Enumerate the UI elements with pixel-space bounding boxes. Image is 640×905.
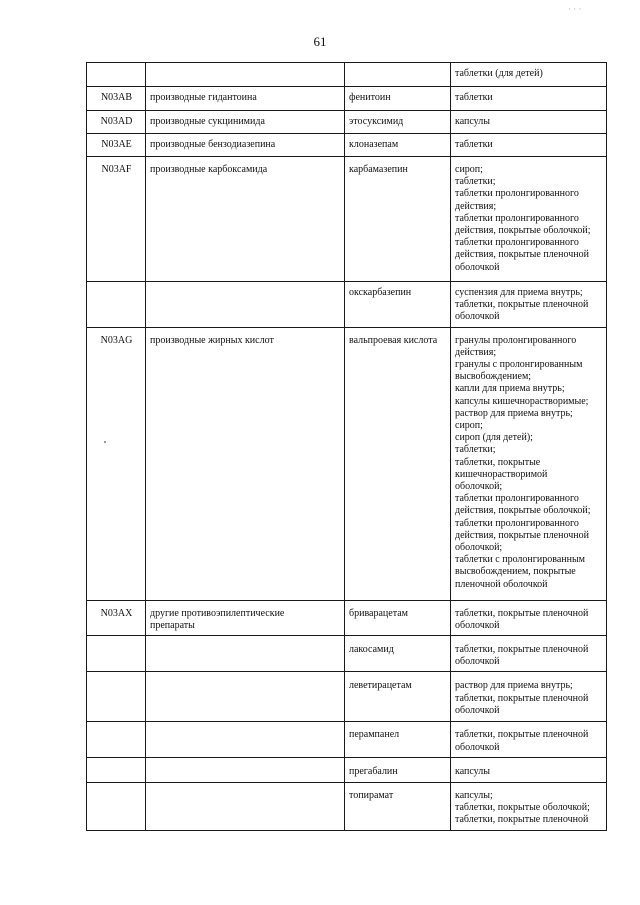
dosage-form-line: капсулы <box>455 766 490 778</box>
group-name-line: другие противоэпилептические <box>150 607 285 619</box>
drug-cell <box>345 782 451 830</box>
atc-code-cell <box>87 327 146 600</box>
dosage-form-line: действия, покрытые пленочной <box>455 249 589 261</box>
dosage-form-line: таблетки; <box>455 444 496 456</box>
group-cell <box>146 134 345 157</box>
drug-name: окскарбазепин <box>349 287 412 298</box>
dosage-form-line: оболочкой <box>455 704 500 716</box>
dosage-form-line: капсулы <box>455 116 490 127</box>
atc-code: N03AE <box>101 139 132 150</box>
drug-name: леветирацетам <box>349 680 412 692</box>
drug-cell <box>345 157 451 282</box>
dosage-form-line: оболочкой; <box>455 542 503 554</box>
group-cell <box>146 600 345 635</box>
table-row <box>87 722 607 758</box>
forms-cell <box>451 600 607 635</box>
dosage-form-line: действия, покрытые оболочкой; <box>455 225 591 237</box>
table-body <box>87 63 607 831</box>
table-row <box>87 782 607 830</box>
group-cell <box>146 63 345 87</box>
drug-cell <box>345 134 451 157</box>
atc-code-cell <box>87 111 146 134</box>
drug-cell <box>345 63 451 87</box>
group-cell <box>146 327 345 600</box>
group-cell <box>146 758 345 782</box>
dosage-form-line: капли для приема внутрь; <box>455 383 565 395</box>
forms-cell <box>451 63 607 87</box>
dosage-form-line: таблетки <box>455 139 493 150</box>
dosage-form-line: высвобождением, покрытые <box>455 566 576 578</box>
dosage-form-line: раствор для приема внутрь; <box>455 680 573 692</box>
dosage-form-line: оболочкой <box>455 311 500 323</box>
forms-cell <box>451 758 607 782</box>
dosage-form-line: таблетки пролонгированного <box>455 188 579 200</box>
drug-name: вальпроевая кислота <box>349 334 438 346</box>
dosage-form-line: таблетки, покрытые пленочной <box>455 814 589 826</box>
dosage-form-line: сироп (для детей); <box>455 432 533 444</box>
group-cell <box>146 782 345 830</box>
drug-name: прегабалин <box>349 766 398 778</box>
drug-cell <box>345 600 451 635</box>
drug-cell <box>345 87 451 111</box>
drug-name: карбамазепин <box>349 164 408 175</box>
dosage-form-line: гранулы пролонгированного <box>455 334 577 346</box>
dosage-form-line: таблетки, покрытые пленочной <box>455 692 589 704</box>
drug-name: бриварацетам <box>349 607 408 619</box>
table-row <box>87 758 607 782</box>
forms-cell <box>451 282 607 328</box>
table-row <box>87 636 607 672</box>
forms-cell <box>451 157 607 282</box>
table-row <box>87 327 607 600</box>
medication-table <box>86 62 607 831</box>
drug-cell <box>345 111 451 134</box>
forms-cell <box>451 672 607 722</box>
group-name-line: производные гидантоина <box>150 92 257 103</box>
drug-name: этосуксимид <box>349 116 404 127</box>
atc-code: N03AX <box>100 607 133 619</box>
forms-cell <box>451 87 607 111</box>
dosage-form-line: оболочкой; <box>455 481 503 493</box>
group-cell <box>146 282 345 328</box>
group-cell <box>146 722 345 758</box>
atc-code-cell <box>87 134 146 157</box>
dosage-form-line: таблетки, покрытые оболочкой; <box>455 801 590 813</box>
drug-name: топирамат <box>349 789 394 801</box>
atc-code: N03AD <box>100 116 133 127</box>
dosage-form-line: таблетки, покрытые пленочной <box>455 644 589 656</box>
dosage-form-line: сироп; <box>455 164 483 175</box>
dosage-form-line: оболочкой <box>455 656 500 668</box>
atc-code-cell <box>87 63 146 87</box>
group-cell <box>146 87 345 111</box>
dosage-form-line: таблетки, покрытые пленочной <box>455 299 589 311</box>
drug-name: лакосамид <box>349 644 394 656</box>
table-row <box>87 282 607 328</box>
dosage-form-line: таблетки, покрытые <box>455 456 541 468</box>
dosage-form-line: таблетки; <box>455 176 496 188</box>
dosage-form-line: действия, покрытые пленочной <box>455 529 589 541</box>
dosage-form-line: оболочкой <box>455 619 500 631</box>
drug-cell <box>345 327 451 600</box>
corner-mark: · · · <box>568 4 582 14</box>
dosage-form-line: таблетки с пролонгированным <box>455 554 586 566</box>
dosage-form-line: таблетки, покрытые пленочной <box>455 607 589 619</box>
atc-code: N03AB <box>100 92 133 103</box>
atc-code-cell <box>87 672 146 722</box>
atc-code-cell <box>87 282 146 328</box>
dosage-form-line: суспензия для приема внутрь; <box>455 287 583 298</box>
dosage-form-line: таблетки пролонгированного <box>455 517 579 529</box>
atc-code: N03AG <box>100 334 133 346</box>
dosage-form-line: таблетки пролонгированного <box>455 237 579 249</box>
group-cell <box>146 636 345 672</box>
atc-code-cell <box>87 87 146 111</box>
group-cell <box>146 111 345 134</box>
group-name-line: производные бензодиазепина <box>150 139 276 150</box>
group-cell <box>146 157 345 282</box>
group-name-line: препараты <box>150 619 195 631</box>
atc-code-cell <box>87 782 146 830</box>
atc-code-cell <box>87 722 146 758</box>
dosage-form-line: высвобождением; <box>455 371 532 383</box>
group-name-line: производные жирных кислот <box>150 334 274 346</box>
dosage-form-line: капсулы кишечнорастворимые; <box>455 395 589 407</box>
atc-code-cell <box>87 600 146 635</box>
table-row <box>87 63 607 87</box>
forms-cell <box>451 782 607 830</box>
table-row <box>87 87 607 111</box>
dosage-form-line: сироп; <box>455 420 483 432</box>
dosage-form-line: действия, покрытые оболочкой; <box>455 505 591 517</box>
forms-cell <box>451 111 607 134</box>
dosage-form-line: таблетки пролонгированного <box>455 212 579 224</box>
forms-cell <box>451 636 607 672</box>
table-row <box>87 600 607 635</box>
drug-cell <box>345 282 451 328</box>
atc-code: N03AF <box>101 164 132 175</box>
dosage-form-line: таблетки, покрытые пленочной <box>455 729 589 741</box>
atc-code-cell <box>87 758 146 782</box>
dosage-form-line: раствор для приема внутрь; <box>455 407 573 419</box>
drug-name: перампанел <box>349 729 400 741</box>
group-name-line: производные сукцинимида <box>150 116 265 127</box>
dosage-form-line: капсулы; <box>455 789 493 801</box>
forms-cell <box>451 722 607 758</box>
dosage-form-line: действия; <box>455 200 497 212</box>
table-row <box>87 672 607 722</box>
forms-cell <box>451 134 607 157</box>
dosage-form-line: таблетки <box>455 92 493 103</box>
group-cell <box>146 672 345 722</box>
dosage-form-line: оболочкой <box>455 261 500 273</box>
group-name-line: производные карбоксамида <box>150 164 268 175</box>
drug-cell <box>345 758 451 782</box>
dosage-form-line: таблетки пролонгированного <box>455 493 579 505</box>
table-row <box>87 111 607 134</box>
drug-cell <box>345 722 451 758</box>
dosage-form-line: оболочкой <box>455 741 500 753</box>
drug-cell <box>345 636 451 672</box>
table-row <box>87 134 607 157</box>
dosage-form-line: гранулы с пролонгированным <box>455 359 583 371</box>
page-number: 61 <box>313 34 327 49</box>
table-row <box>87 157 607 282</box>
drug-name: клоназепам <box>349 139 399 150</box>
dosage-form-line: действия; <box>455 346 497 358</box>
dosage-form-line: кишечнорастворимой <box>455 468 548 480</box>
drug-name: фенитоин <box>349 92 391 103</box>
atc-code-cell <box>87 157 146 282</box>
dosage-form-line: таблетки (для детей) <box>455 68 543 79</box>
atc-code-cell <box>87 636 146 672</box>
forms-cell <box>451 327 607 600</box>
dosage-form-line: пленочной оболочкой <box>455 578 548 590</box>
drug-cell <box>345 672 451 722</box>
